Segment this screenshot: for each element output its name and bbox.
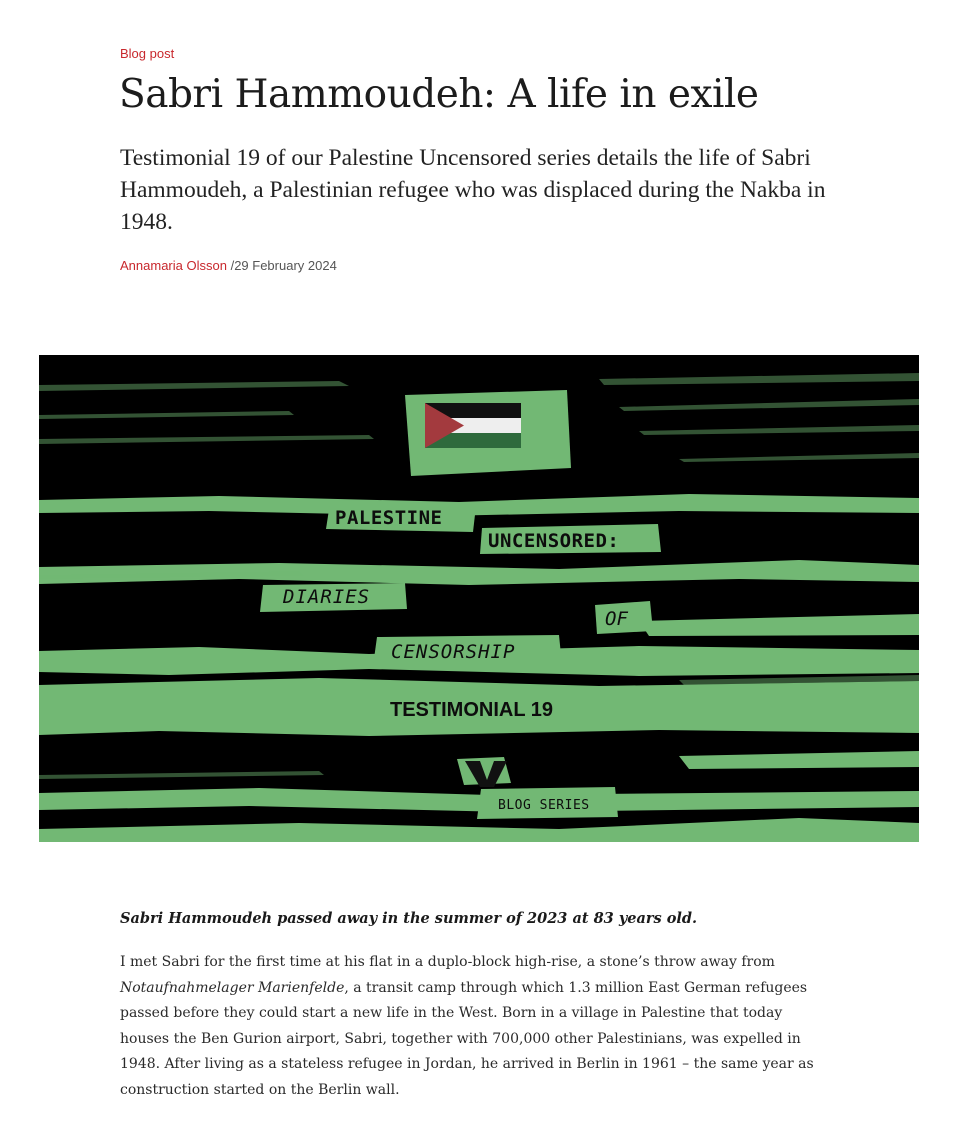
paragraph-text-start: I met Sabri for the first time at his flat in a duplo-block high-rise, a stone’s throw away from (120, 954, 775, 970)
hero-title-word-1: PALESTINE (335, 507, 443, 529)
hero-title-word-2: UNCENSORED: (488, 530, 620, 552)
paragraph-text-end: , a transit camp through which 1.3 million East German refugees passed before they could start a new life in the West. Born in a village in Palestine that today houses the Ben Gurion airport, Sabri, together with 700,000 other Palestinians, was expelled in 1948. After living as a stateless refugee in Jordan, he arrived in Berlin in 1961 – the same year as construction started on the Berlin wall. (120, 979, 814, 1098)
hero-subtitle-word-1: DIARIES (283, 586, 371, 608)
hero-artwork (39, 355, 919, 842)
article-deck: Sabri Hammoudeh passed away in the summer of 2023 at 83 years old. (120, 910, 698, 927)
hero-subtitle-word-2: OF (605, 608, 628, 630)
article-lead: Testimonial 19 of our Palestine Uncensored series details the life of Sabri Hammoudeh, a Palestinian refugee who was displaced during the Nakba in 1948. (120, 145, 826, 235)
article-title: Sabri Hammoudeh: A life in exile (119, 72, 759, 117)
paragraph-italic-term: Notaufnahmelager Marienfelde (120, 979, 345, 996)
publish-date: 29 February 2024 (234, 258, 337, 273)
hero-testimonial-label: TESTIMONIAL 19 (390, 699, 553, 721)
article-paragraph (120, 950, 820, 1103)
palestine-flag-icon (425, 403, 521, 448)
byline (120, 258, 337, 273)
date-separator: / (226, 258, 235, 273)
hero-subtitle-word-3: CENSORSHIP (391, 641, 516, 663)
hero-image (39, 355, 919, 842)
author-link[interactable]: Annamaria Olsson (120, 258, 227, 273)
hero-series-label: BLOG SERIES (498, 798, 590, 813)
category-link[interactable]: Blog post (120, 46, 175, 61)
